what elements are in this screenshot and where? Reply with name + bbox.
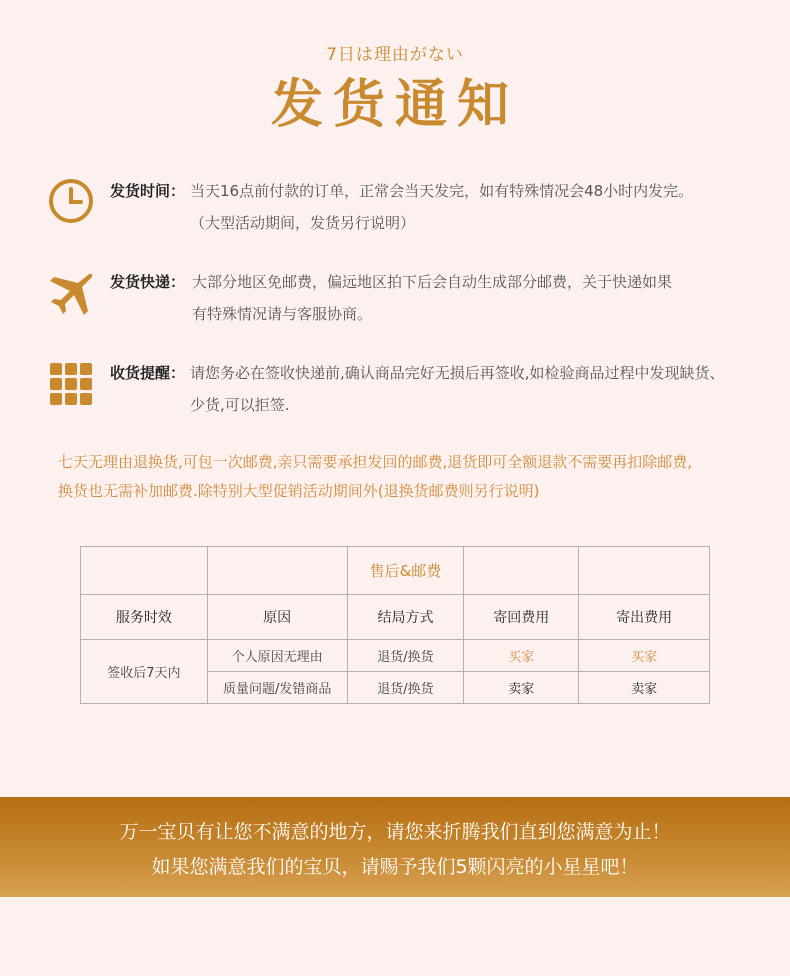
table-cell-empty — [464, 547, 579, 595]
column-header-return-fee: 寄回费用 — [464, 595, 579, 640]
airplane-icon — [48, 271, 94, 317]
send-fee-cell: 买家 — [579, 640, 710, 672]
shipping-time-note: （大型活动期间，发货另行说明） — [190, 214, 416, 232]
receipt-note: 少货,可以拒签. — [190, 396, 290, 414]
notice-line-2: 换货也无需补加邮费.除特别大型促销活动期间外(退换货邮费则另行说明) — [58, 482, 540, 500]
grid-icon — [48, 361, 94, 407]
return-fee-cell: 买家 — [464, 640, 579, 672]
reason-cell: 个人原因无理由 — [207, 640, 347, 672]
after-sales-table — [80, 546, 710, 704]
return-policy-notice — [58, 448, 758, 506]
receipt-text: 请您务必在签收快递前,确认商品完好无损后再签收,如检验商品过程中发现缺货、 — [190, 364, 725, 382]
return-fee-cell: 卖家 — [464, 672, 579, 704]
column-header-method: 结局方式 — [347, 595, 464, 640]
banner-line-2: 如果您满意我们的宝贝，请赐予我们5颗闪亮的小星星吧！ — [151, 856, 639, 878]
method-cell: 退货/换货 — [347, 640, 464, 672]
column-header-period: 服务时效 — [81, 595, 208, 640]
column-header-reason: 原因 — [207, 595, 347, 640]
shipping-time-text: 当天16点前付款的订单，正常会当天发完，如有特殊情况会48小时内发完。 — [190, 182, 694, 200]
method-cell: 退货/换货 — [347, 672, 464, 704]
table-head-row — [81, 547, 710, 595]
send-fee-cell: 卖家 — [579, 672, 710, 704]
bottom-banner — [0, 797, 790, 897]
banner-line-1: 万一宝贝有让您不满意的地方，请您来折腾我们直到您满意为止！ — [119, 821, 671, 843]
page-title: 发货通知 — [270, 74, 519, 135]
column-header-send-fee: 寄出费用 — [579, 595, 710, 640]
table-cell-empty — [579, 547, 710, 595]
shipping-time-label: 发货时间： — [110, 182, 186, 200]
service-period-cell: 签收后7天内 — [81, 640, 208, 704]
reason-cell: 质量问题/发错商品 — [207, 672, 347, 704]
table-cell-empty — [207, 547, 347, 595]
courier-text: 大部分地区免邮费，偏远地区拍下后会自动生成部分邮费，关于快递如果 — [192, 273, 673, 291]
table-row — [81, 640, 710, 672]
table-column-row — [81, 595, 710, 640]
table-cell-empty — [81, 547, 208, 595]
header-subtitle: 7日は理由がない — [326, 45, 464, 65]
notice-line-1: 七天无理由退换货,可包一次邮费,亲只需要承担发回的邮费,退货即可全额退款不需要再扣除邮费, — [58, 453, 693, 471]
clock-icon — [48, 178, 94, 224]
receipt-label: 收货提醒： — [110, 364, 186, 382]
table-head-title: 售后&邮费 — [347, 547, 464, 595]
courier-label: 发货快递： — [110, 273, 186, 291]
courier-note: 有特殊情况请与客服协商。 — [192, 305, 373, 323]
